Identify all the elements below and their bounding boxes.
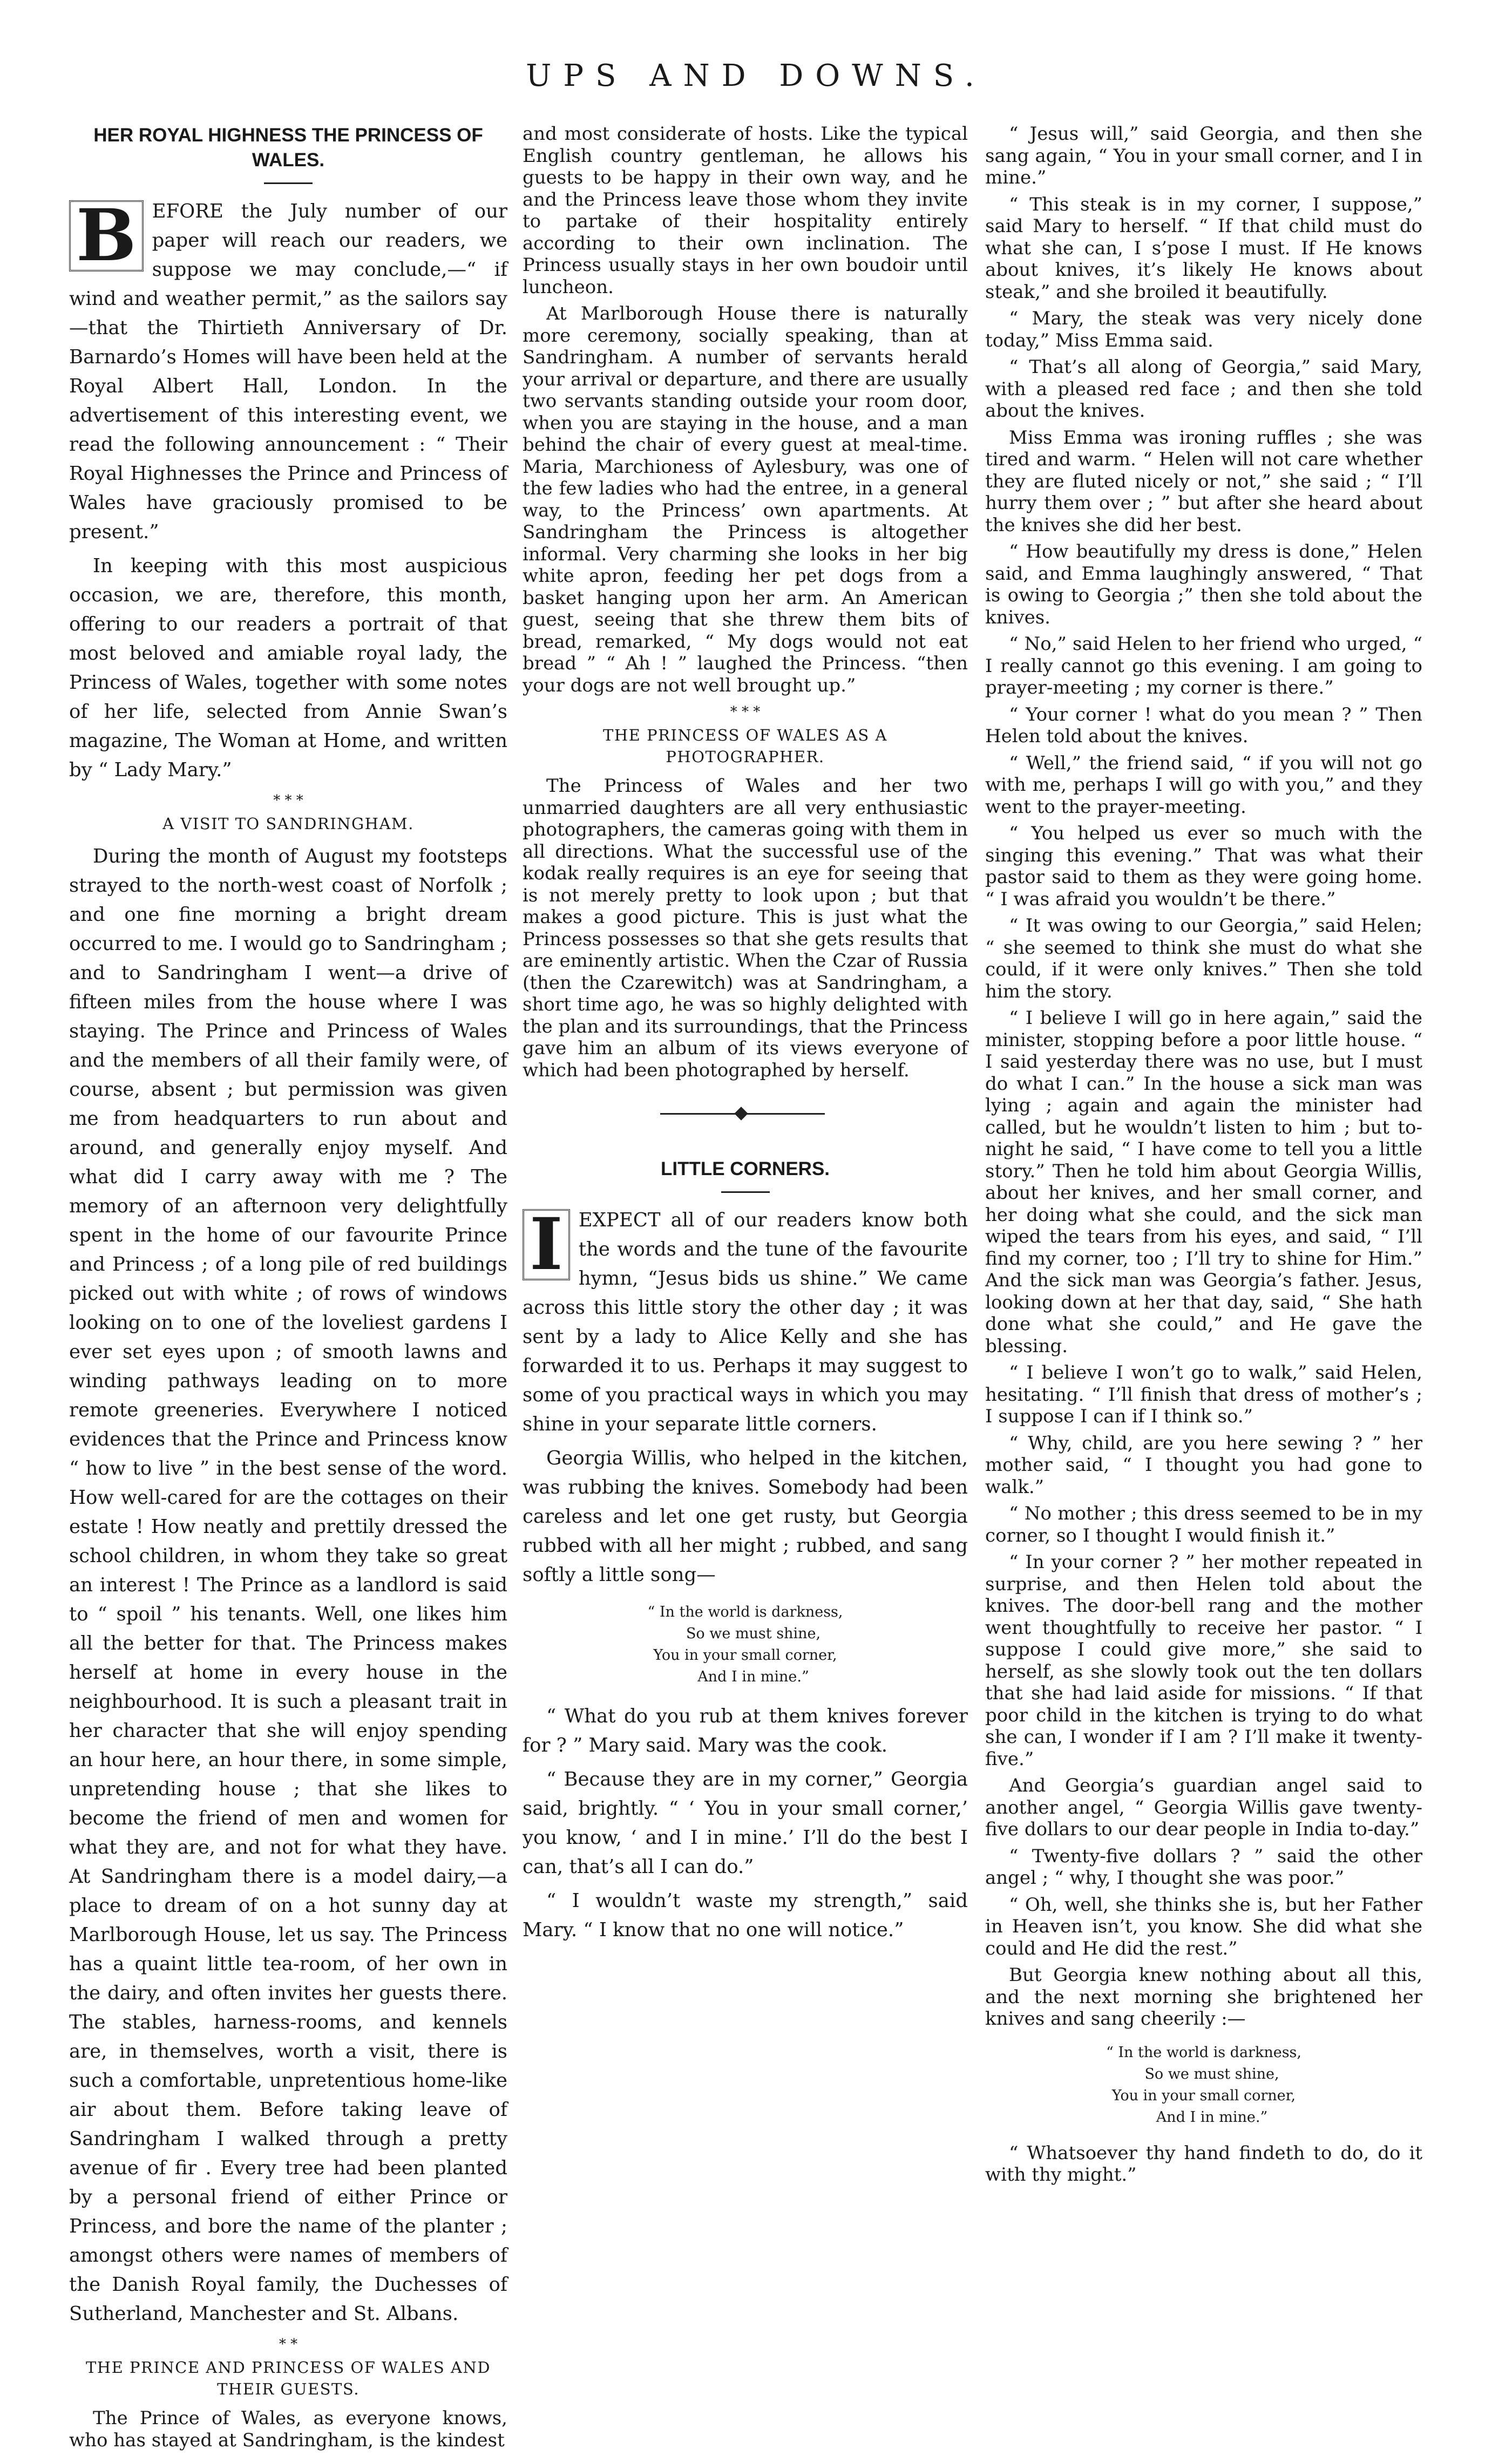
paragraph: The Prince of Wales, as everyone knows, who has stayed at Sandringham, is the kindest <box>69 2407 507 2451</box>
paragraph: “ How beautifully my dress is done,” Helen said, and Emma laughingly answered, “ That is owing to Georgia ;” then she told about the knives. <box>985 541 1422 628</box>
paragraph: “ Whatsoever thy hand findeth to do, do it with thy might.” <box>985 2142 1422 2186</box>
paragraph: “ What do you rub at them knives forever for ? ” Mary said. Mary was the cook. <box>523 1705 968 1756</box>
verse-line: “ In the world is darkness, <box>647 1604 843 1620</box>
verse-line: So we must shine, <box>1144 2065 1279 2082</box>
hymn-verse <box>523 1602 968 1688</box>
rule-ornament <box>734 1107 748 1120</box>
story-paragraphs <box>523 1444 968 1590</box>
paragraph: “ Your corner ! what do you mean ? ” Then Helen told about the knives. <box>985 703 1422 747</box>
paragraph: During the month of August my footsteps strayed to the north-west coast of Norfolk ; and one fine morning a bright dream occurred to me. I would go to Sandringham ; and to Sandringham I went—a drive of fifteen miles from the house where I was staying. The Prince and Princess of Wales and the members of all their family were, of course, absent ; but permission was given me from headquarters to run about and around, and generally enjoy myself. And what did I carry away with me ? The memory of an afternoon very delightfully spent in the home of our favourite Prince and Princess ; of a long pile of red buildings picked out with white ; of rows of windows looking on to one of the loveliest gardens I ever set eyes upon ; of smooth lawns and winding pathways leading on to more remote greeneries. Everywhere I noticed evidences that the Prince and Princess know “ how to live ” in the best sense of the word. How well-cared for are the cottages on their estate ! How neatly and prettily dressed the school children, in whom they take so great an interest ! The Prince as a landlord is said to “ spoil ” his tenants. Well, one likes him all the better for that. The Princess makes herself at home in every house in the neighbourhood. It is such a pleasant trait in her character that she will enjoy spending an hour here, an hour there, in some simple, unpretending house ; that she likes to become the friend of men and women for what they are, and not for what they have. At Sandringham there is a model dairy,—a place to dream of on a hot sunny day at Marlborough House, let us say. The Princess has a quaint little tea-room, of her own in the dairy, and often invites her guests there. The stables, harness-rooms, and kennels are, in themselves, worth a visit, there is such a comfortable, unpretentious home-like air about them. Before taking leave of Sandringham I walked through a pretty avenue of fir . Every tree had been planted by a personal friend of either Prince or Princess, and bore the name of the planter ; amongst others were names of members of the Danish Royal family, the Duchesses of Sutherland, Manchester and St. Albans. <box>69 845 507 2325</box>
paragraph: Georgia Willis, who helped in the kitchen, was rubbing the knives. Somebody had been careless and let one get rusty, but Georgia rubbed with all her might ; rubbed, and sang softly a little song— <box>523 1447 968 1586</box>
paragraph: The Princess of Wales and her two unmarried daughters are all very enthusiastic photographers, the cameras going with them in all directions. What the successful use of the kodak really requires is an eye for seeing that is not merely pretty to look upon ; but that makes a good picture. This is just what the Princess possesses so that she gets results that are eminently artistic. When the Czar of Russia (then the Czarewitch) was at Sandringham, a short time ago, he was so highly delighted with the plan and its surroundings, that the Princess gave him an album of its views everyone of which had been photographed by herself. <box>523 775 968 1081</box>
paragraph: But Georgia knew nothing about all this, and the next morning she brightened her knives and sang cheerily :— <box>985 1964 1422 2030</box>
paragraph: “ No,” said Helen to her friend who urged, “ I really cannot go this evening. I am going to prayer-meeting ; my corner is there.” <box>985 633 1422 698</box>
drop-cap: B <box>69 200 144 272</box>
verse-line: And I in mine.” <box>697 1668 809 1685</box>
paragraph: “ Twenty-five dollars ? ” said the other angel ; “ why, I thought she was poor.” <box>985 1845 1422 1889</box>
sandringham-lead-wrap <box>69 842 507 2329</box>
verse-line: “ In the world is darkness, <box>1106 2044 1301 2061</box>
column-1 <box>69 123 507 2456</box>
section-heading: A VISIT TO SANDRINGHAM. <box>162 815 414 833</box>
column-2 <box>523 123 968 1950</box>
lead-paragraph <box>523 1203 968 1444</box>
hymn-verse <box>985 2042 1422 2128</box>
article-title: HER ROYAL HIGHNESS THE PRINCESS OF WALES. <box>93 125 483 171</box>
paragraph: and most considerate of hosts. Like the typical English country gentleman, he allows his guests to be happy in their own way, and he and the Princess leave those whom they invite to partake of their hospitality entirely according to their own inclination. The Princess usually stays in her own boudoir until luncheon. <box>523 123 968 298</box>
paragraph: And Georgia’s guardian angel said to another angel, “ Georgia Willis gave twenty-five dollars to our dear people in India to-day.” <box>985 1775 1422 1840</box>
lead-text: EXPECT all of our readers know both the words and the tune of the favourite hymn, “Jesus bids us shine.” We came across this little story the other day ; it was sent by a lady to Alice Kelly and she has forwarded it to us. Perhaps it may suggest to some of you practical ways in which you may shine in your separate little corners. <box>523 1209 968 1435</box>
paragraph: In keeping with this most auspicious occasion, we are, therefore, this month, offering to our readers a portrait of that most beloved and amiable royal lady, the Princess of Wales, together with some notes of her life, selected from Annie Swan’s magazine, The Woman at Home, and written by “ Lady Mary.” <box>69 555 507 781</box>
paragraph: “ I believe I won’t go to walk,” said Helen, hesitating. “ I’ll finish that dress of mother’s ; I suppose I can if I think so.” <box>985 1362 1422 1427</box>
title-rule <box>264 182 313 184</box>
verse-line: So we must shine, <box>686 1625 821 1642</box>
paragraph: Miss Emma was ironing ruffles ; she was tired and warm. “ Helen will not care whether they are fluted nicely or not,” she said ; “ I’ll hurry them over ; ” but after she heard about the knives she did her best. <box>985 426 1422 536</box>
paragraph: “ It was owing to our Georgia,” said Helen; “ she seemed to think she must do what she could, if it were only knives.” Then she told him the story. <box>985 915 1422 1002</box>
verse-line: You in your small corner, <box>653 1647 837 1664</box>
intro-paragraph-wrap <box>69 552 507 785</box>
asterism: * * <box>279 2336 298 2352</box>
paragraph: “ Oh, well, she thinks she is, but her Father in Heaven isn’t, you know. She did what she could and He did the rest.” <box>985 1894 1422 1959</box>
paragraph: “ You helped us ever so much with the singing this evening.” That was what their pastor said to them as they were going home. “ I was afraid you wouldn’t be there.” <box>985 823 1422 910</box>
paragraph: “ I wouldn’t waste my strength,” said Mary. “ I know that no one will notice.” <box>523 1890 968 1941</box>
column-3 <box>985 123 1422 2191</box>
paragraph: At Marlborough House there is naturally more ceremony, socially speaking, than at Sandringham. A number of servants herald your arrival or departure, and there are usually two servants standing outside your room door, when you are staying in the house, and a man behind the chair of every guest at meal-time. Maria, Marchioness of Aylesbury, was one of the few ladies who had the entree, in a general way, to the Princess’ own apartments. At Sandringham the Princess is altogether informal. Very charming she looks in her big white apron, feeding her pet dogs from a basket hanging upon her arm. An American guest, seeing that she threw them bits of bread, remarked, “ My dogs would not eat bread ” “ Ah ! ” laughed the Princess. “then your dogs are not well brought up.” <box>523 303 968 696</box>
paragraph: “ This steak is in my corner, I suppose,” said Mary to herself. “ If that child must do what she can, I s’pose I must. If He knows about knives, it’s likely He knows about steak,” and she broiled it beautifully. <box>985 193 1422 303</box>
title-rule <box>721 1191 770 1193</box>
section-heading: THE PRINCE AND PRINCESS OF WALES AND THEIR GUESTS. <box>85 2358 491 2398</box>
paragraph: “ I believe I will go in here again,” said the minister, stopping before a poor little house. “ I said yesterday there was no use, but I must do what I can.” In the house a sick man was lying ; again and again the minister had called, but he wouldn’t listen to him ; but to-night he said, “ I have come to tell you a little story.” Then he told him about Georgia Willis, about her knives, and her small corner, and her doing what she could, and the sick man wiped the tears from his eyes, and said, “ I’ll find my corner, too ; I’ll try to shine for Him.” And the sick man was Georgia’s father. Jesus, looking down at her that day, said, “ She hath done what she could,” and He gave the blessing. <box>985 1007 1422 1357</box>
lead-text: EFORE the July number of our paper will reach our readers, we suppose we may conclude,—“ if wind and weather permit,” as the sailors say—that the Thirtieth Anniversary of Dr. Barnardo’s Homes will have been held at the Royal Albert Hall, London. In the advertisement of this interesting event, we read the following announcement : “ Their Royal Highnesses the Prince and Princess of Wales have graciously promised to be present.” <box>69 200 507 543</box>
asterism: * * * <box>273 792 303 809</box>
verse-line: You in your small corner, <box>1111 2087 1296 2104</box>
story-paragraphs <box>523 1702 968 1945</box>
section-heading: THE PRINCESS OF WALES AS A PHOTOGRAPHER. <box>603 726 887 766</box>
article-title: LITTLE CORNERS. <box>660 1158 830 1179</box>
paragraph: “ Jesus will,” said Georgia, and then she sang again, “ You in your small corner, and I in mine.” <box>985 123 1422 188</box>
paragraph: “ That’s all along of Georgia,” said Mary, with a pleased red face ; and then she told about the knives. <box>985 356 1422 422</box>
paragraph: “ Why, child, are you here sewing ? ” her mother said, “ I thought you had gone to walk.” <box>985 1432 1422 1498</box>
paragraph: “ No mother ; this dress seemed to be in my corner, so I thought I would finish it.” <box>985 1503 1422 1546</box>
ornamental-rule <box>523 1103 968 1124</box>
paragraph: “ Because they are in my corner,” Georgia said, brightly. “ ‘ You in your small corner,’ you know, ‘ and I in mine.’ I’ll do the best I can, that’s all I can do.” <box>523 1768 968 1878</box>
verse-line: And I in mine.” <box>1156 2108 1268 2126</box>
paragraph: “ Well,” the friend said, “ if you will not go with me, perhaps I will go with you,” and they went to the prayer-meeting. <box>985 752 1422 818</box>
running-header: UPS AND DOWNS. <box>526 58 986 93</box>
drop-cap: I <box>523 1209 570 1280</box>
paragraph: “ Mary, the steak was very nicely done today,” Miss Emma said. <box>985 308 1422 351</box>
asterism: * * * <box>730 704 761 720</box>
lead-paragraph <box>69 194 507 547</box>
paragraph: “ In your corner ? ” her mother repeated in surprise, and then Helen told about the knives. The door-bell rang and the mother went thoughtfully to receive her pastor. “ I suppose I could give more,” she said to herself, as she slowly took out the ten dollars that she had laid aside for missions. “ If that poor child in the kitchen is trying to do what she can, I wonder if I am ? I’ll make it twenty-five.” <box>985 1551 1422 1770</box>
